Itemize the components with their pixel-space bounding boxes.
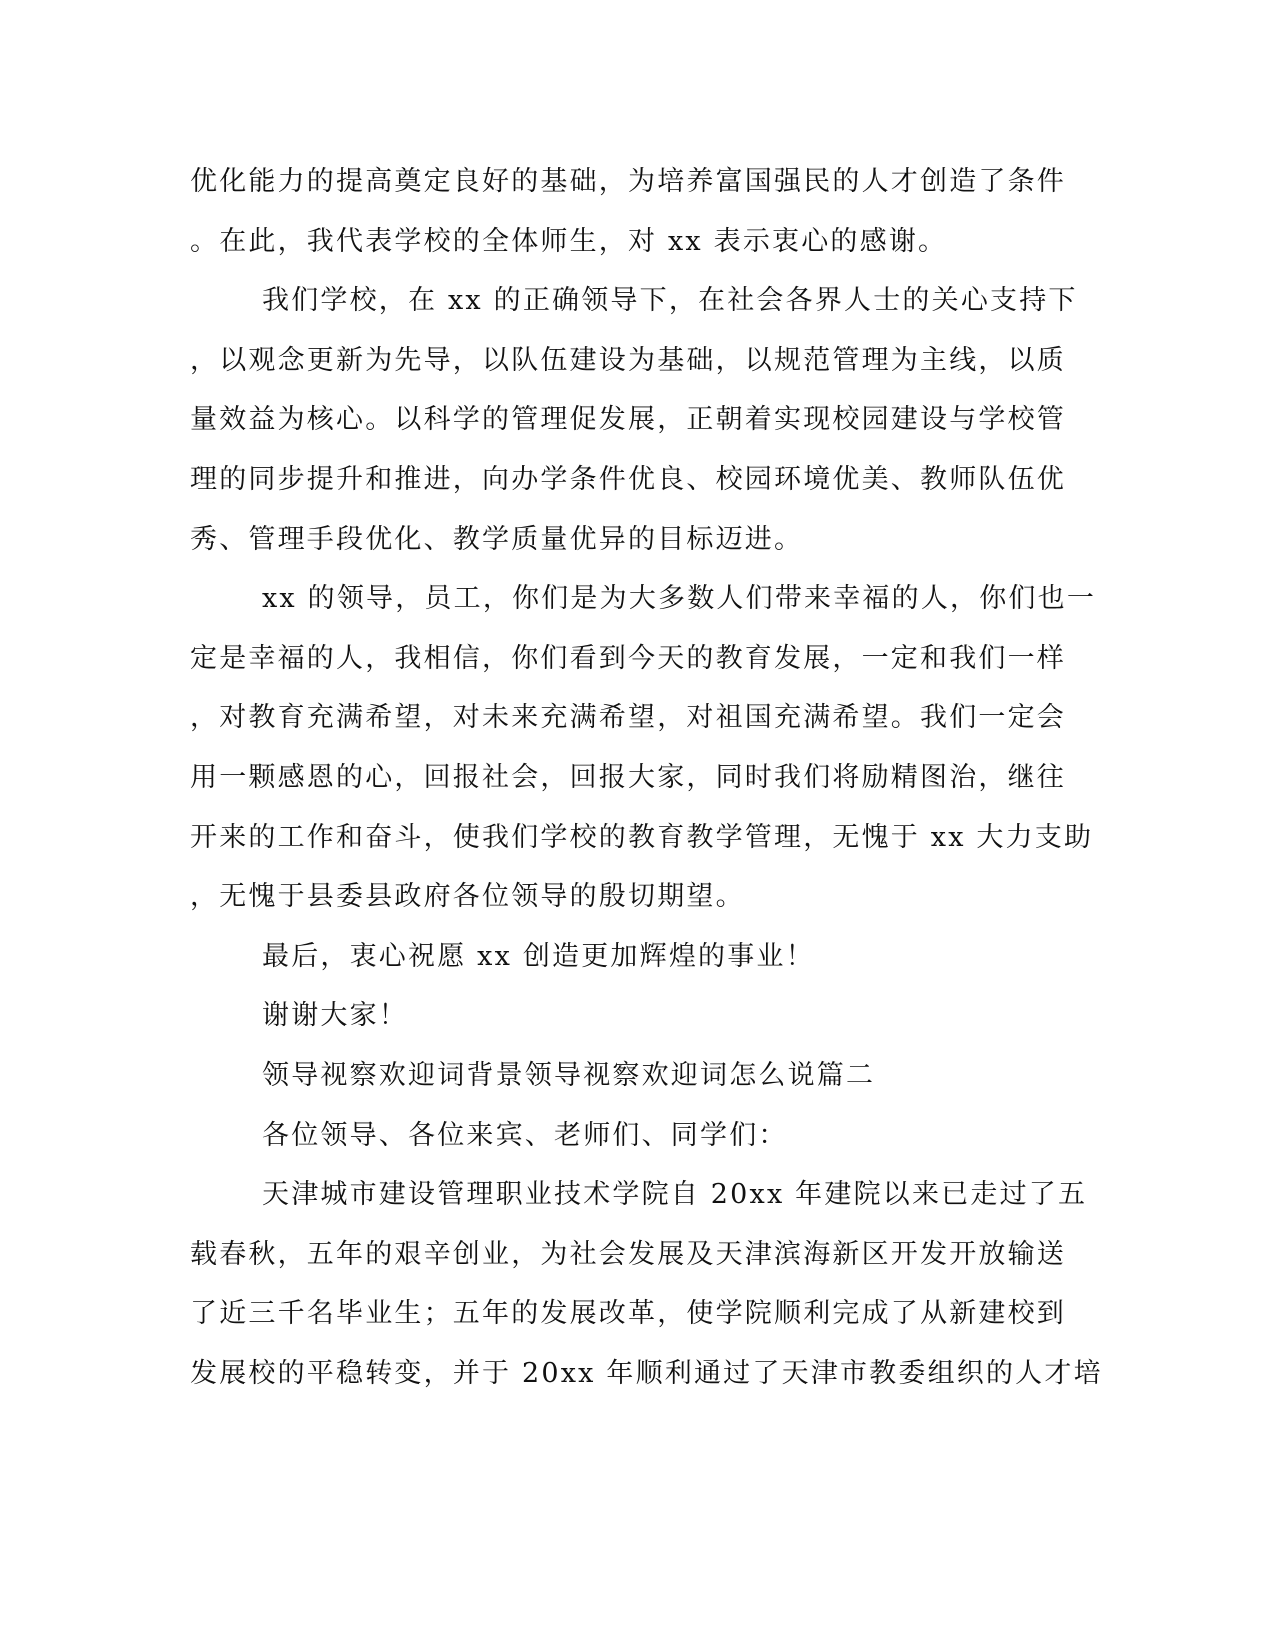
text-line: 开来的工作和奋斗，使我们学校的教育教学管理，无愧于 xx 大力支助 bbox=[190, 821, 1094, 853]
text-line: 了近三千名毕业生；五年的发展改革，使学院顺利完成了从新建校到 bbox=[190, 1298, 1066, 1330]
text-line: 载春秋，五年的艰辛创业，为社会发展及天津滨海新区开发开放输送 bbox=[190, 1238, 1066, 1270]
text-line: 理的同步提升和推进，向办学条件优良、校园环境优美、教师队伍优 bbox=[190, 463, 1066, 495]
text-line: ，无愧于县委县政府各位领导的殷切期望。 bbox=[190, 881, 745, 913]
body-text bbox=[190, 152, 1103, 1403]
salutation-line: 各位领导、各位来宾、老师们、同学们： bbox=[262, 1119, 788, 1151]
text-line: ，对教育充满希望，对未来充满希望，对祖国充满希望。我们一定会 bbox=[190, 702, 1066, 734]
paragraph-start-line: 谢谢大家！ bbox=[262, 1000, 408, 1032]
text-line: 发展校的平稳转变，并于 20xx 年顺利通过了天津市教委组织的人才培 bbox=[190, 1357, 1103, 1389]
text-line: 定是幸福的人，我相信，你们看到今天的教育发展，一定和我们一样 bbox=[190, 642, 1066, 674]
paragraph-start-line: 最后，衷心祝愿 xx 创造更加辉煌的事业！ bbox=[262, 940, 815, 972]
text-line: 量效益为核心。以科学的管理促发展，正朝着实现校园建设与学校管 bbox=[190, 404, 1066, 436]
paragraph-start-line: 我们学校，在 xx 的正确领导下，在社会各界人士的关心支持下 bbox=[262, 285, 1078, 317]
paragraph-start-line: 天津城市建设管理职业技术学院自 20xx 年建院以来已走过了五 bbox=[262, 1179, 1088, 1211]
text-line: 。在此，我代表学校的全体师生，对 xx 表示衷心的感谢。 bbox=[190, 225, 948, 257]
text-line: 用一颗感恩的心，回报社会，回报大家，同时我们将励精图治，继往 bbox=[190, 761, 1066, 793]
text-line: 秀、管理手段优化、教学质量优异的目标迈进。 bbox=[190, 523, 804, 555]
text-line: ，以观念更新为先导，以队伍建设为基础，以规范管理为主线，以质 bbox=[190, 344, 1066, 376]
paragraph-start-line: xx 的领导，员工，你们是为大多数人们带来幸福的人，你们也一 bbox=[262, 583, 1097, 615]
text-line: 优化能力的提高奠定良好的基础，为培养富国强民的人才创造了条件 bbox=[190, 166, 1066, 197]
section-heading: 领导视察欢迎词背景领导视察欢迎词怎么说篇二 bbox=[262, 1059, 876, 1091]
